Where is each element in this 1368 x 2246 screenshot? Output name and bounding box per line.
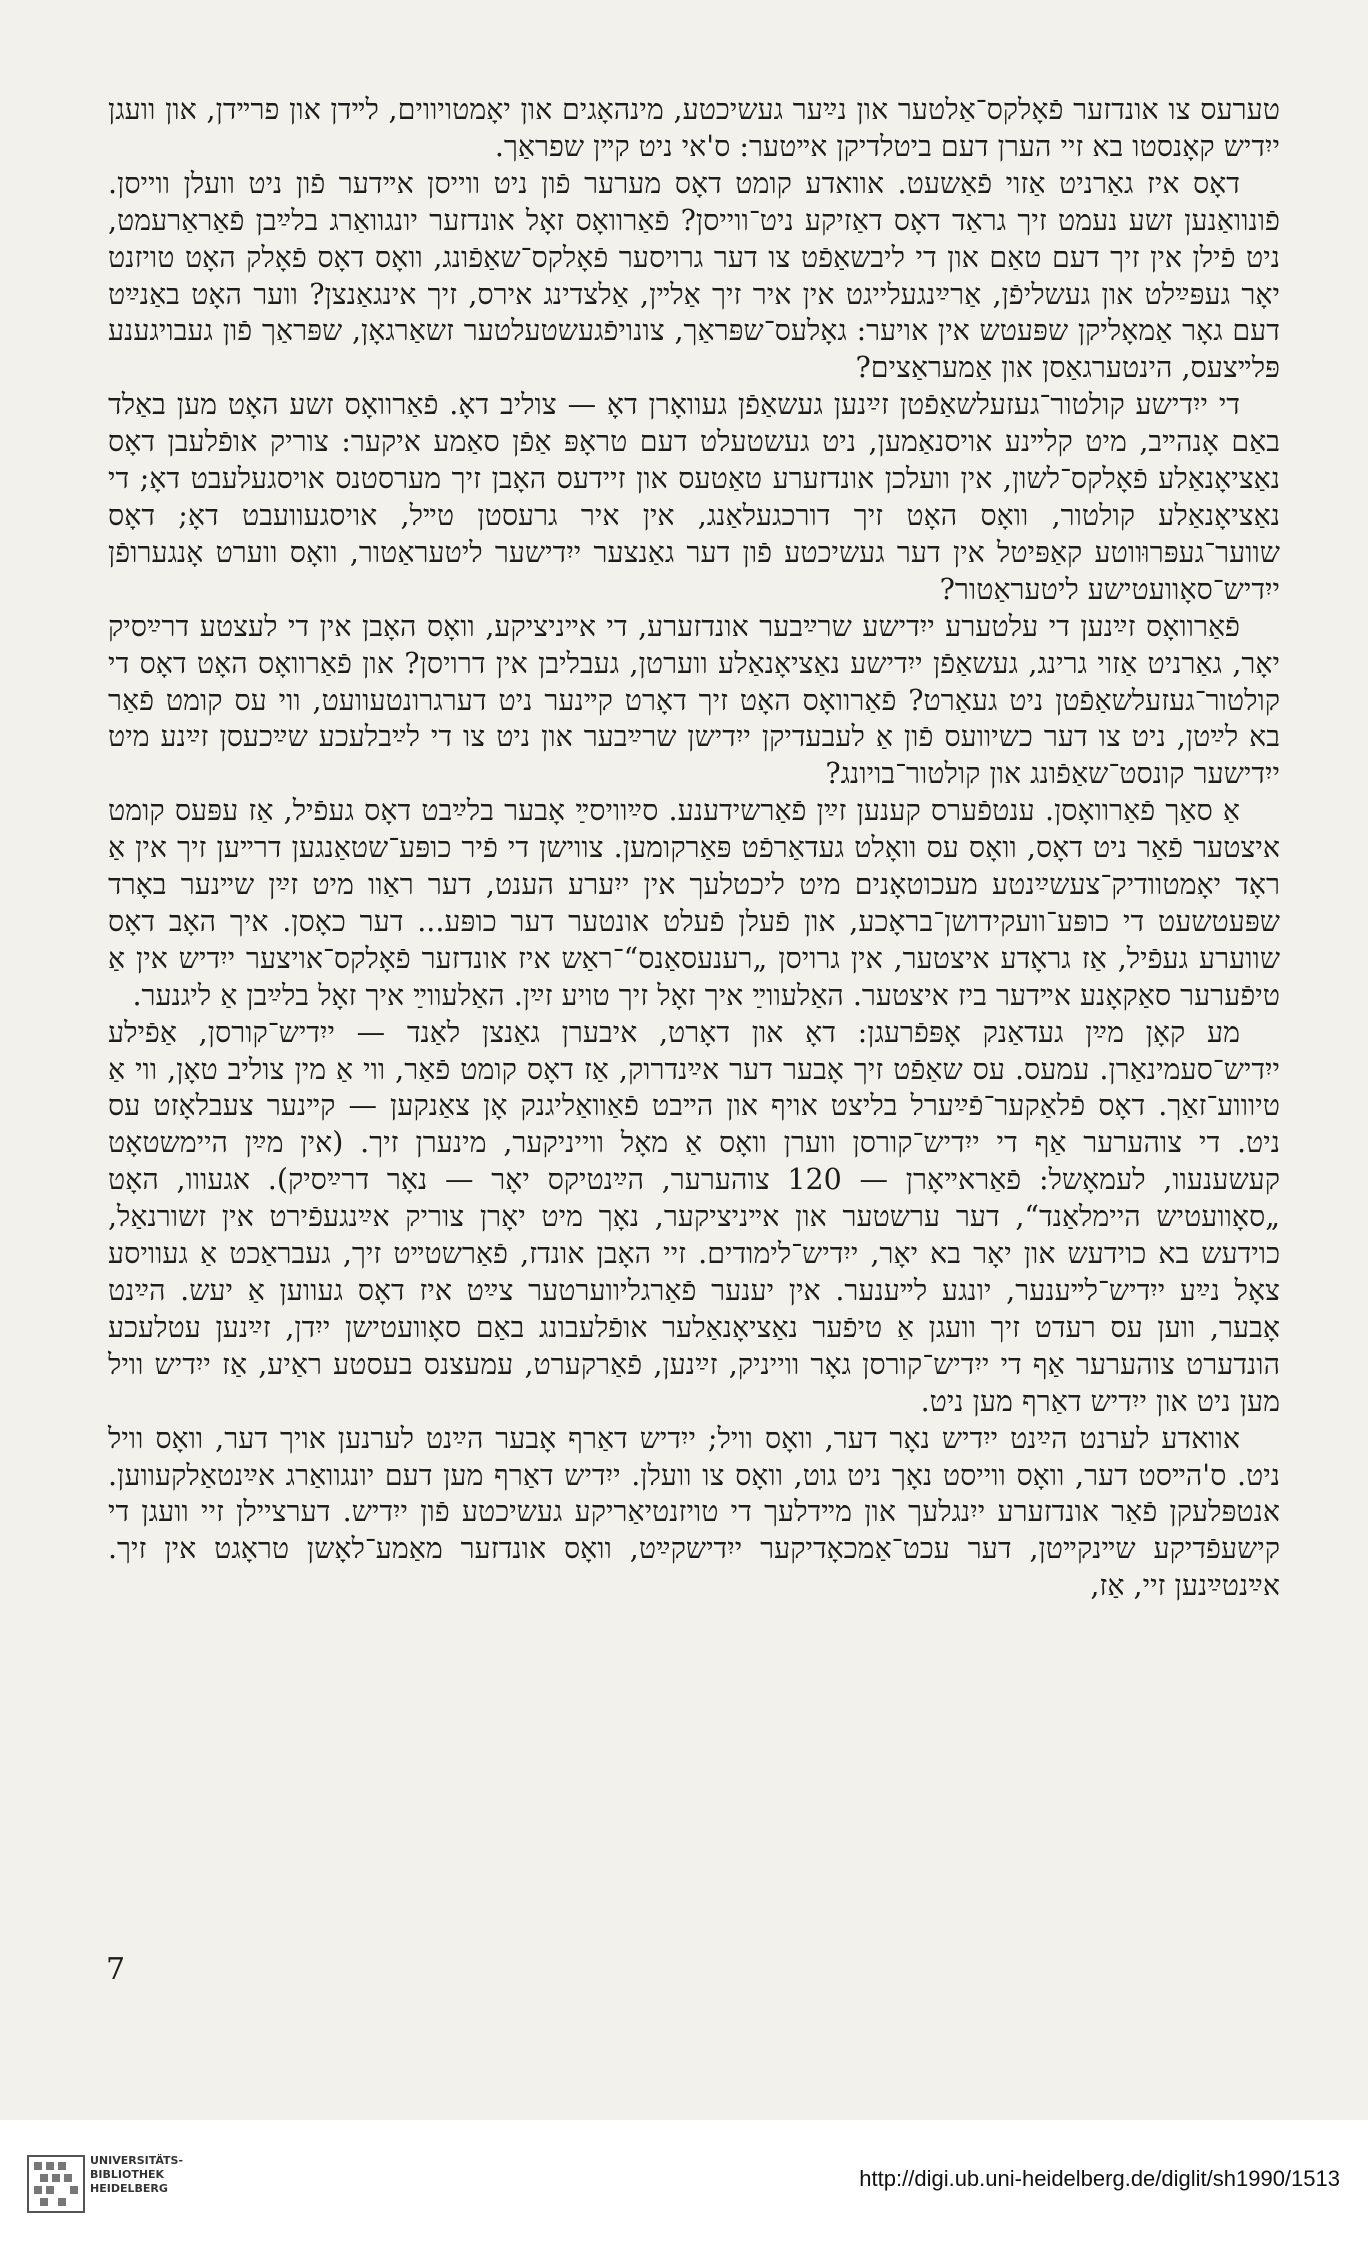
body-text [108, 92, 1280, 1605]
paragraph: מע קאָן מײַן געדאַנק אָפּפֿרעגן: דאָ און דאָרט, איבערן גאַנצן לאַנד — ייִדיש־קורסן, אַפֿילע ייִדיש־סעמינאַרן. עמעס. עס שאַפֿט זיך אָבער דער אײַנדרוק, אַז דאָס קומט פֿאַר, ווי אַ מין צוליב טאָן, ווי אַ טיוווע־זאַך. דאָס פֿלאַקער־פֿײַערל בליצט אויף און הײבט פֿאַוואַליגנק אָן צאַנקען — קײנער צעבלאָזט עס ניט. די צוהערער אַף די ייִדיש־קורסן ווערן וואָס אַ מאָל ווייניקער, מינערן זיך. (אין מײַן היימשטאָט קעשענעוו, לעמאָשל: פֿאַראײאָרן — 120 צוהערער, הײַנטיקס יאָר — נאָר דרײַסיק). אגעווו, האָט „סאָוועטיש היימלאַנד“, דער ערשטער און אײניציקער, נאָך מיט יאָרן צוריק אײַנגעפֿירט אין זשורנאַל, כוידעש בא כוידעש און יאָר בא יאָר, ייִדיש־לימודים. זיי האָבן אונדז, פֿאַרשטײט זיך, געבראַכט אַ געוויסע צאָל נײַע ייִדיש־לײענער, יונגע לײענער. אין יענער פֿאַרגליווערטער צײַט איז דאָס געווען אַ יעש. הײַנט אָבער, ווען עס רעדט זיך וועגן אַ טיפֿער נאַציאָנאַלער אופֿלעבונג באַם סאָוועטישן ייִדן, זײַנען עטלעכע הונדערט צוהערער אַף די ייִדיש־קורסן גאָר ווייניק, זײַנען, פֿאַרקערט, עמעצנס בעסטע ראַיע, אַז ייִדיש וויל מען ניט און ייִדיש דאַרף מען ניט. [108, 1015, 1280, 1418]
library-name: UNIVERSITÄTS- BIBLIOTHEK HEIDELBERG [90, 2154, 184, 2195]
paragraph: אוואדע לערנט הײַנט ייִדיש נאָר דער, וואָס וויל; ייִדיש דאַרף אָבער הײַנט לערנען אויך דער, וואָס וויל ניט. ס'הײסט דער, וואָס ווייסט נאָך ניט גוט, וואָס צו וועלן. ייִדיש דאַרף מען דעם יונגוואַרג אײַנטאַלקעווען. אנטפּלעקן פֿאַר אונדזערע ייִנגלעך און מײדלעך די טויזנטיאַריקע געשיכטע פֿון ייִדיש. דערציילן זיי וועגן די קישעפֿדיקע שײנקײטן, דער עכט־אַמכאָדיקער ייִדישקײַט, וואָס אונדזער מאַמע־לאָשן טראָגט אין זיך. אײַנטײַנען זיי, אַז, [108, 1421, 1280, 1603]
paragraph: די ייִדישע קולטור־געזעלשאַפֿטן זײַנען געשאַפֿן געוואָרן דאָ — צוליב דאָ. פֿאַרוואָס זשע האָט מען באַלד באַם אָנהײב, מיט קלײנע אויסנאַמען, ניט געשטעלט דעם טראָפּ אַפֿן סאַמע איקער: צוריק אופֿלעבן דאָס נאַציאָנאַלע פֿאָלקס־לשון, אין וועלכן אונדזערע טאַטעס און זיידעס האָבן זיך מערסטנס אויסגעלעבט דאָ; די נאַציאָנאַלע קולטור, וואָס האָט זיך דורכגעלאַנג, אין איר גרעסטן טײל, אויסגעוועבט דאָ; דאָס שווער־געפּרוּווטע קאַפּיטל אין דער געשיכטע פֿון דער גאַנצער ייִדישער ליטעראַטור, וואָס ווערט אָנגערופֿן ייִדיש־סאָוועטישע ליטעראַטור? [108, 388, 1280, 606]
permalink-url[interactable]: http://digi.ub.uni-heidelberg.de/diglit/sh1990/1513 [859, 2166, 1340, 2191]
paragraph: דאָס איז גאַרניט אַזוי פֿאַשעט. אוואדע קומט דאָס מערער פֿון ניט ווייסן אײדער פֿון ניט וועלן ווייסן. פֿונוואַנען זשע נעמט זיך גראַד דאָס דאַזיקע ניט־ווייסן? פֿאַרוואָס זאָל אונדזער יונגוואַרג בלײַבן פֿאַראַרעמט, ניט פֿילן אין זיך דעם טאַם און די ליבשאַפֿט צו דער גרויסער פֿאָלקס־שאַפֿונג, וואָס דאָס פֿאָלק האָט טויזנט יאָר געפּײַלט און געשליפֿן, אַרײַנגעלייגט אין איר זיך אַלײן, אַלצדינג אירס, זיך אינגאַנצן? ווער האָט באַנײַט דעם גאָר אַמאָליקן שפּעטש אין אויער: גאָלעס־שפּראַך, צונויפֿגעשטעלטער זשאַרגאָן, שפּראַך פֿון געבויגענע פּלײצעס, הינטערגאַסן און אַמעראַצים? [108, 166, 1280, 385]
library-logo[interactable] [26, 2154, 184, 2216]
paragraph: טערעס צו אונדזער פֿאָלקס־אַלטער און נײַער געשיכטע, מינהאָגים און יאָמטויווים, לײדן און פרײדן, און וועגן ייִדיש קאָנסטו בא זיי הערן דעם ביטלדיקן אײטער: ס'אי ניט קײן שפראַך. [108, 93, 1280, 163]
library-logo-icon [26, 2154, 86, 2214]
paragraph: פֿאַרוואָס זײַנען די עלטערע ייִדישע שרײַבער אונדזערע, די אײניציקע, וואָס האָבן אין די לעצטע דרײַסיק יאָר, גאַרניט אַזוי גרינג, געשאַפֿן ייִדישע נאַציאָנאַלע ווערטן, געבליבן אין דרויסן? און פֿאַרוואָס האָט דאָס די קולטור־געזעלשאַפֿטן ניט געאַרט? פֿאַרוואָס האָט זיך דאָרט קײנער ניט דערגרונטעוועט, ווי עס קומט פֿאַר בא לײַטן, ניט צו דער כשיוועס פֿון אַ לעבעדיקן ייִדישן שרײַבער און ניט צו די לײַבלעכע שײַכעסן זײַנע מיט ייִדישער קונסט־שאַפֿונג און קולטור־בויונג? [108, 609, 1280, 791]
viewer-footer [0, 2120, 1368, 2246]
page-number: 7 [106, 1952, 126, 1987]
paragraph: אַ סאַך פֿאַרוואָסן. ענטפֿערס קענען זײַן פֿאַרשידענע. סײַוויסײַ אָבער בלײַבט דאָס געפֿיל, אַז עפּעס קומט איצטער פֿאַר ניט דאָס, וואָס עס וואָלט געדאַרפֿט פּאַרקומען. צווישן די פֿיר כופּע־שטאַנגען דרײען זיך אין אַ ראָד יאָמטוודיק־צעשײַנטע מעכוטאָנים מיט ליכטלעך אין ייִערע הענט, דער ראַוו מיט זײַן שײנער באָרד שפּעטשעט די כופּע־וועקידושן־בראָכע, און פֿעלן פֿעלט אונטער דער כופּע... דער כאָסן. איך האָב דאָס שווערע געפֿיל, אַז גראָדע איצטער, אין גרויסן „רענעסאַנס“־ראַש איז אונדזער פֿאָלקס־אויצער ייִדיש אין אַ טיפֿערער סאַקאָנע אײדער ביז איצטער. האַלעווײַ איך זאָל זיך טויע זײַן. האַלעווײַ איך זאָל בלײַבן אַ ליגנער. [108, 794, 1280, 1012]
